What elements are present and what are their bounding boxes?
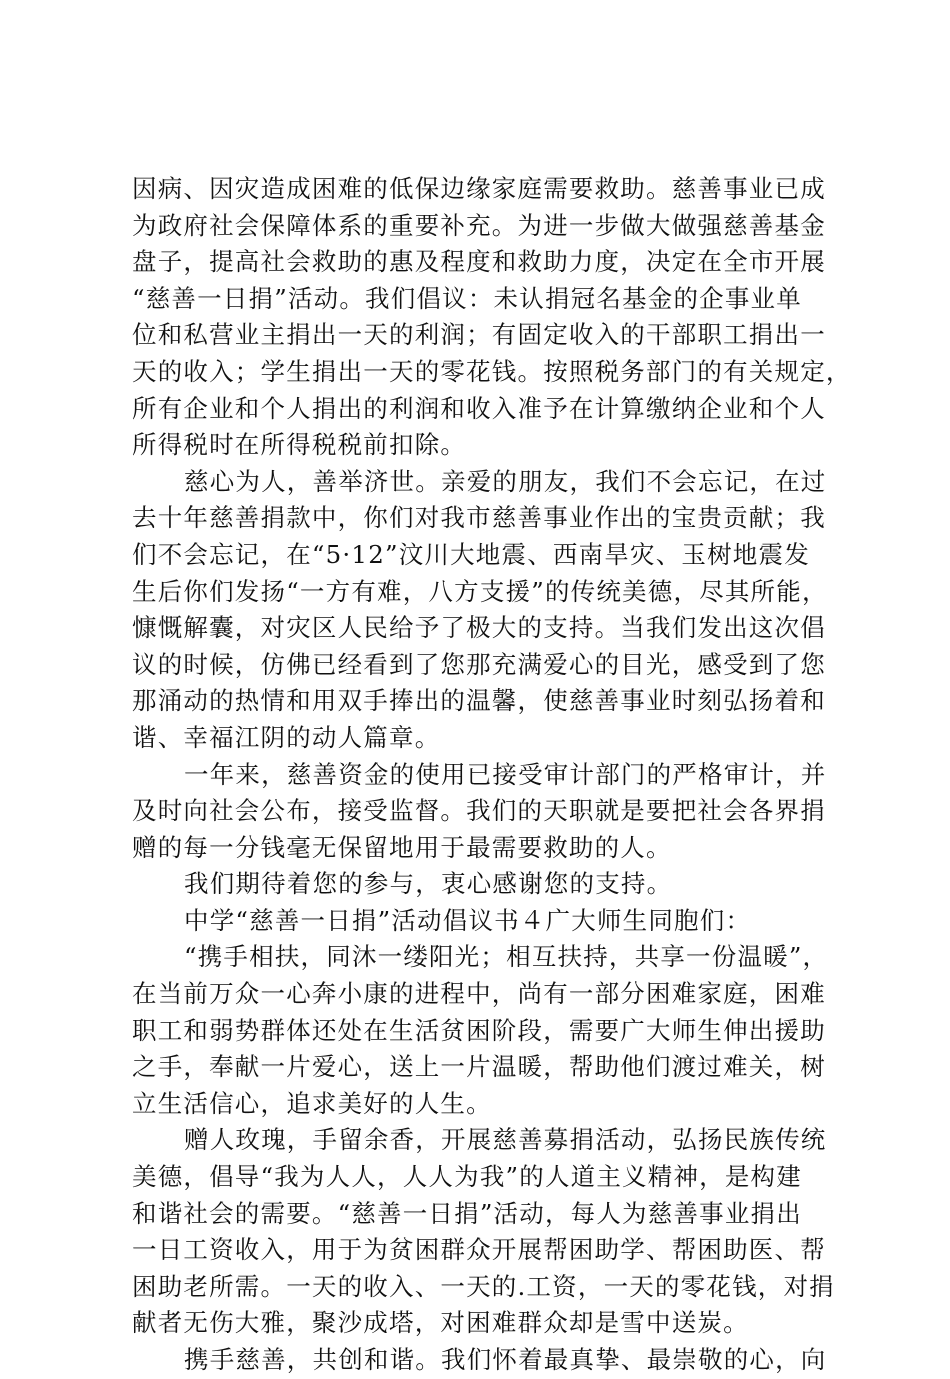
text-line: 困助老所需。一天的收入、一天的.工资，一天的零花钱，对捐	[132, 1271, 835, 1301]
text-line: 天的收入；学生捐出一天的零花钱。按照税务部门的有关规定，	[132, 356, 852, 386]
text-line: “携手相扶，同沐一缕阳光；相互扶持，共享一份温暖”，	[184, 942, 829, 972]
text-line: 慈心为人，善举济世。亲爱的朋友，我们不会忘记，在过	[184, 466, 827, 496]
text-line: 生后你们发扬“一方有难，八方支援”的传统美德，尽其所能，	[132, 576, 828, 606]
text-line: 赠人玫瑰，手留余香，开展慈善募捐活动，弘扬民族传统	[184, 1125, 827, 1155]
text-line: 谐、幸福江阴的动人篇章。	[132, 722, 441, 752]
text-line: 我们期待着您的参与，衷心感谢您的支持。	[184, 869, 673, 899]
text-line: 一日工资收入，用于为贫困群众开展帮困助学、帮困助医、帮	[132, 1235, 826, 1265]
text-line: 美德，倡导“我为人人，人人为我”的人道主义精神，是构建	[132, 1162, 802, 1192]
text-line: 所得税时在所得税税前扣除。	[132, 430, 467, 460]
text-line: 议的时候，仿佛已经看到了您那充满爱心的目光，感受到了您	[132, 649, 826, 679]
document-body-text	[132, 171, 852, 1379]
text-line: 和谐社会的需要。“慈善一日捐”活动，每人为慈善事业捐出	[132, 1198, 802, 1228]
text-line: 位和私营业主捐出一天的利润；有固定收入的干部职工捐出一	[132, 320, 826, 350]
text-line: “慈善一日捐”活动。我们倡议：未认捐冠名基金的企事业单	[132, 283, 802, 313]
text-line: 一年来，慈善资金的使用已接受审计部门的严格审计，并	[184, 759, 827, 789]
text-line: 及时向社会公布，接受监督。我们的天职就是要把社会各界捐	[132, 796, 826, 826]
text-line: 们不会忘记，在“5·12”汶川大地震、西南旱灾、玉树地震发	[132, 539, 810, 569]
text-line: 盘子，提高社会救助的惠及程度和救助力度，决定在全市开展	[132, 247, 826, 277]
text-line: 慷慨解囊，对灾区人民给予了极大的支持。当我们发出这次倡	[132, 613, 826, 643]
text-line: 赠的每一分钱毫无保留地用于最需要救助的人。	[132, 832, 672, 862]
text-line: 为政府社会保障体系的重要补充。为进一步做大做强慈善基金	[132, 210, 826, 240]
text-line: 献者无伤大雅，聚沙成塔，对困难群众却是雪中送炭。	[132, 1308, 749, 1338]
text-line: 所有企业和个人捐出的利润和收入准予在计算缴纳企业和个人	[132, 393, 826, 423]
text-line: 去十年慈善捐款中，你们对我市慈善事业作出的宝贵贡献；我	[132, 503, 826, 533]
text-line: 立生活信心，追求美好的人生。	[132, 1088, 492, 1118]
text-line: 之手，奉献一片爱心，送上一片温暖，帮助他们渡过难关，树	[132, 1052, 826, 1082]
text-line: 中学“慈善一日捐”活动倡议书４广大师生同胞们：	[184, 905, 752, 935]
text-line: 因病、因灾造成困难的低保边缘家庭需要救助。慈善事业已成	[132, 174, 826, 203]
text-line: 职工和弱势群体还处在生活贫困阶段，需要广大师生伸出援助	[132, 1015, 826, 1045]
text-line: 携手慈善，共创和谐。我们怀着最真挚、最崇敬的心，向	[184, 1345, 827, 1374]
text-line: 在当前万众一心奔小康的进程中，尚有一部分困难家庭，困难	[132, 979, 826, 1009]
text-line: 那涌动的热情和用双手捧出的温馨，使慈善事业时刻弘扬着和	[132, 686, 826, 716]
